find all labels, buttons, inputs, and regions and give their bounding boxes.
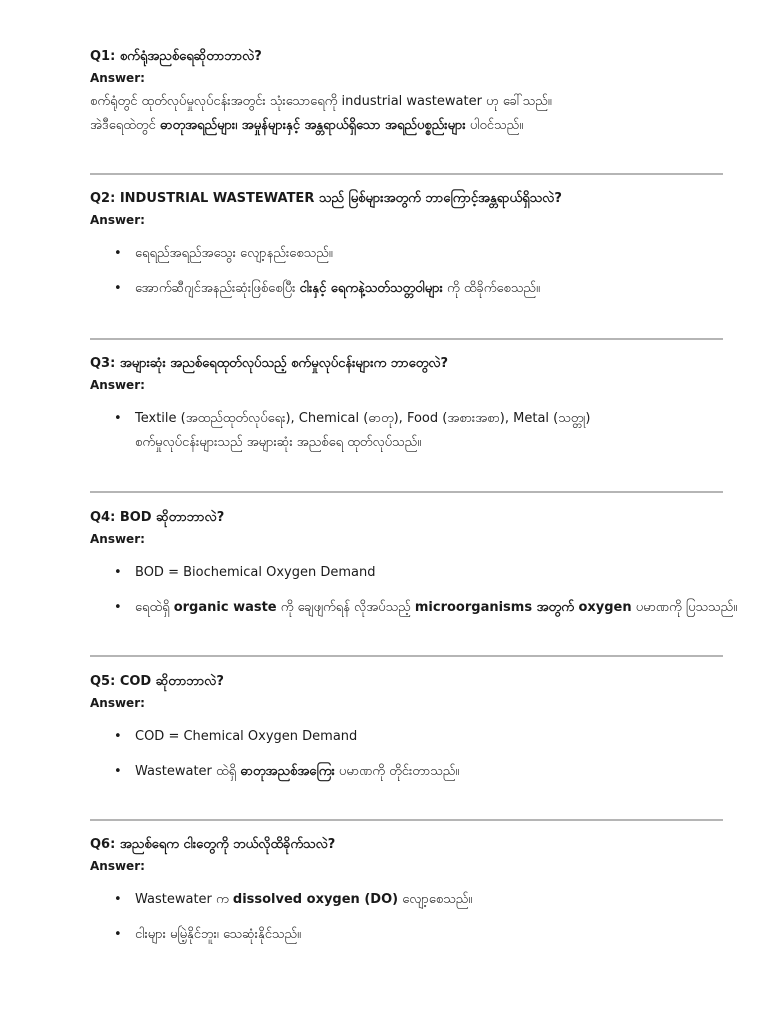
qa-section-2: [90, 191, 723, 298]
answer-bullet-list: [90, 410, 723, 452]
answer-label: Answer:: [90, 213, 145, 227]
question-heading: Q4: BOD ဆိုတာဘာလဲ?: [90, 510, 225, 525]
answer-label: Answer:: [90, 71, 145, 85]
answer-bullet-item: [90, 280, 723, 298]
answer-bullet-item: [90, 763, 723, 781]
bold-text-run: ငါးနှင့် ရေကနဲ့သတ်သတ္တဝါများ: [299, 281, 443, 296]
section-divider: [90, 655, 723, 657]
answer-bullet-item: [90, 599, 738, 617]
answer-bullet-item: [90, 728, 723, 746]
text-run: ငါးများ မမြဲ့နိုင်ဘူး၊ သေဆုံးနိုင်သည်။: [135, 927, 301, 942]
qa-section-4: [90, 510, 738, 617]
section-divider: [90, 338, 723, 340]
text-run: အဲဒီရေထဲတွင်: [90, 118, 160, 133]
question-heading: Q6: အညစ်ရေက ငါးတွေကို ဘယ်လိုထိခိုက်သလဲ?: [90, 837, 336, 852]
qa-section-1: [90, 49, 723, 135]
text-run: ရေထဲရှိ: [135, 600, 174, 615]
answer-label: Answer:: [90, 859, 145, 873]
answer-bullet-item: [90, 926, 723, 944]
text-run: စက်မှုလုပ်ငန်းများသည် အများဆုံး အညစ်ရေ ထုတ်လုပ်သည်။: [135, 435, 422, 450]
answer-bullet-list: [90, 728, 723, 781]
text-run: Textile (အထည်ထုတ်လုပ်ရေး), Chemical (ဓာတု), Food (အစားအစာ), Metal (သတ္တု): [135, 411, 591, 426]
answer-line: [90, 117, 723, 135]
answer-label: Answer:: [90, 378, 145, 392]
question-heading: Q3: အများဆုံး အညစ်ရေထုတ်လုပ်သည့် စက်မှုလုပ်ငန်းများက ဘာတွေလဲ?: [90, 356, 449, 371]
text-run: အောက်ဆီဂျင်အနည်းဆုံးဖြစ်စေပြီး: [135, 281, 300, 296]
question-heading: Q2: INDUSTRIAL WASTEWATER သည် မြစ်များအတွက် ဘာကြောင့်အန္တရာယ်ရှိသလဲ?: [90, 191, 562, 206]
qa-section-5: [90, 674, 723, 781]
text-run: လျော့စေသည်။: [398, 892, 473, 907]
text-run: ကို ထိခိုက်စေသည်။: [442, 281, 540, 296]
text-run: ပမာဏကို တိုင်းတာသည်။: [334, 764, 460, 779]
answer-bullet-list: [90, 891, 723, 944]
text-run: ပါဝင်သည်။: [465, 118, 524, 133]
text-run: ပမာဏကို ပြသသည်။: [631, 600, 738, 615]
question-heading: Q5: COD ဆိုတာဘာလဲ?: [90, 674, 224, 689]
section-divider: [90, 173, 723, 175]
answer-label: Answer:: [90, 696, 145, 710]
text-run: ရေရည်အရည်အသွေး လျော့နည်းစေသည်။: [135, 246, 333, 261]
answer-bullet-item: [90, 410, 723, 452]
bold-text-run: dissolved oxygen (DO): [232, 892, 399, 907]
section-divider: [90, 491, 723, 493]
answer-bullet-list: [90, 564, 738, 617]
answer-bullet-item: [90, 891, 723, 909]
bold-text-run: ဓာတုအညစ်အကြေး: [240, 764, 335, 779]
answer-bullet-item: [90, 245, 723, 263]
bullet-text-line-1: [135, 411, 590, 426]
answer-bullet-list: [90, 245, 723, 298]
text-run: Wastewater ထဲရှိ: [135, 764, 241, 779]
text-run: Wastewater က: [135, 892, 233, 907]
bullet-text-line-2: [135, 434, 421, 452]
qa-section-6: [90, 837, 723, 944]
qa-section-3: [90, 356, 723, 452]
answer-line: [90, 93, 723, 111]
section-divider: [90, 819, 723, 821]
question-heading: Q1: စက်ရုံအညစ်ရေဆိုတာဘာလဲ?: [90, 49, 262, 64]
text-run: BOD = Biochemical Oxygen Demand: [135, 565, 376, 580]
bold-text-run: ဓာတုအရည်များ၊ အမှုန်များနှင့် အန္တရာယ်ရှိသော အရည်ပစ္စည်းများ: [159, 118, 466, 133]
answer-label: Answer:: [90, 532, 145, 546]
answer-bullet-item: [90, 564, 723, 582]
text-run: COD = Chemical Oxygen Demand: [135, 729, 358, 744]
bold-text-run: organic waste: [173, 600, 277, 615]
text-run: စက်ရုံတွင် ထုတ်လုပ်မှုလုပ်ငန်းအတွင်း သုံးသောရေကို industrial wastewater ဟု ခေါ်သည်။: [90, 94, 552, 109]
bold-text-run: microorganisms အတွက် oxygen: [414, 600, 632, 615]
text-run: ကို ချေဖျက်ရန် လိုအပ်သည့်: [276, 600, 415, 615]
